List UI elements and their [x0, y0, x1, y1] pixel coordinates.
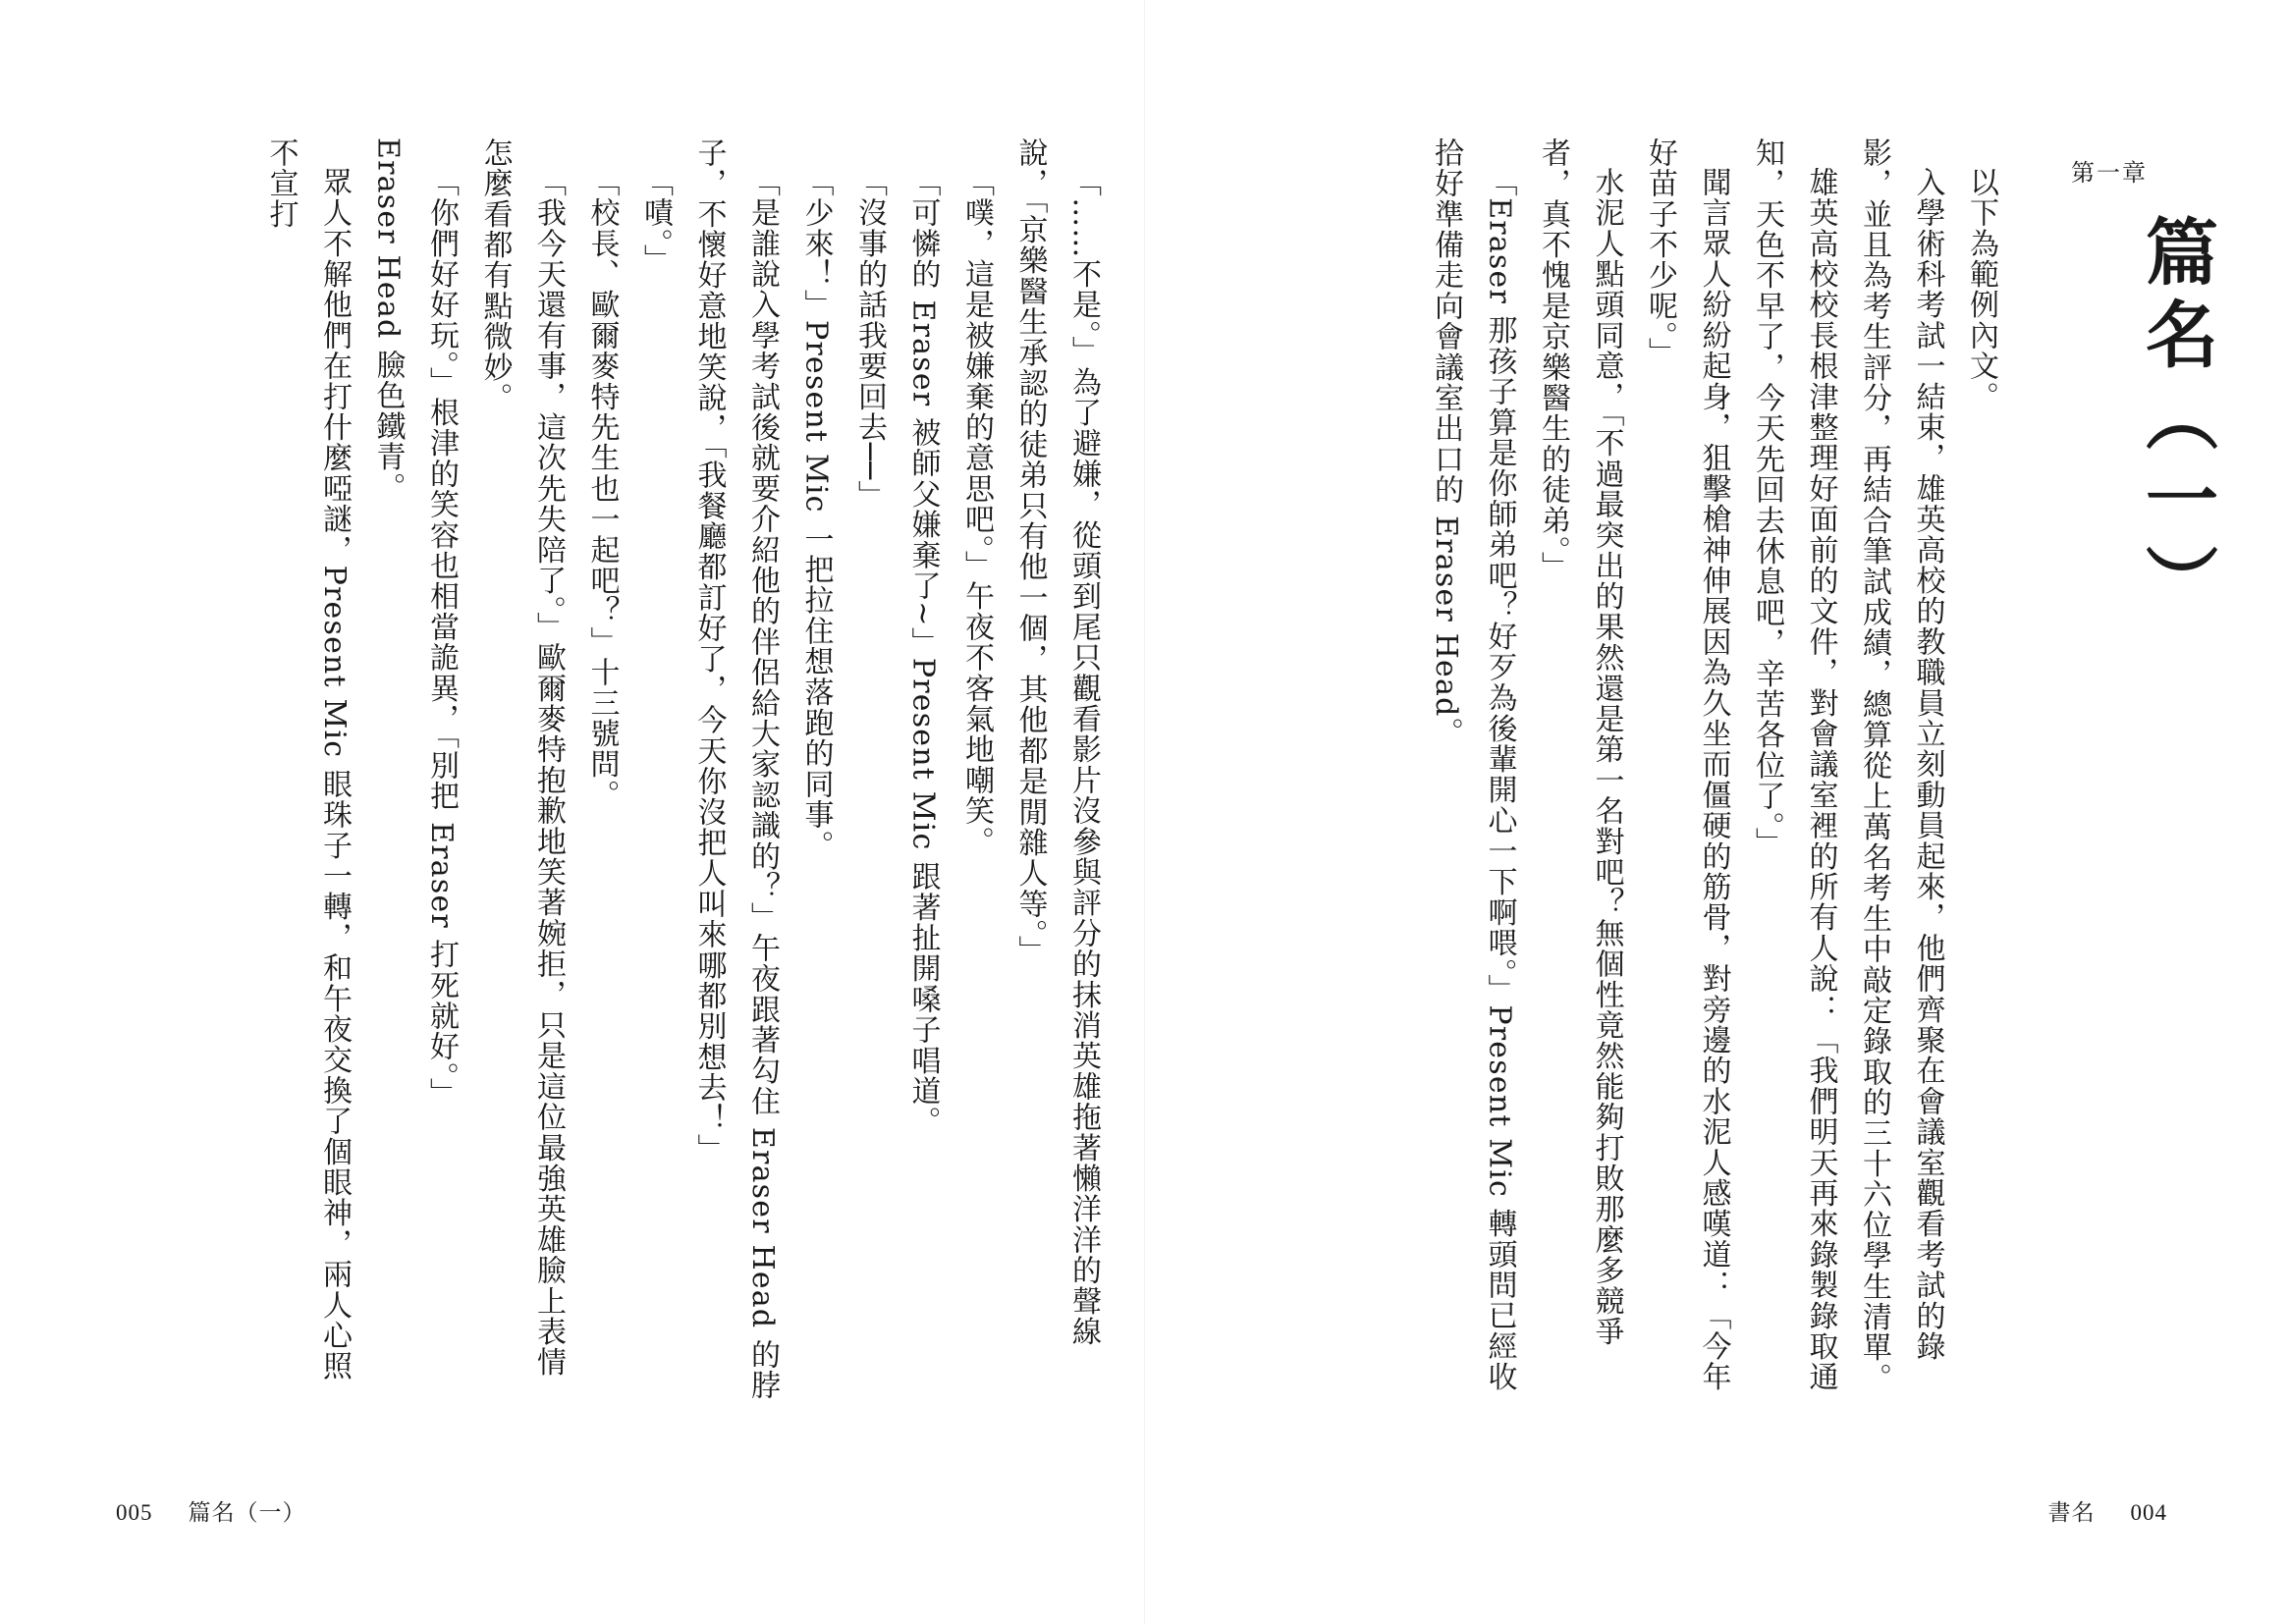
right-page	[1145, 0, 2289, 1624]
chapter-label: 第一章	[2071, 159, 2148, 187]
paragraph: 雄英高校校長根津整理好面前的文件，對會議室裡的所有人說：「我們明天再來錄製錄取通知，天色不早了，今天先回去休息吧，辛苦各位了。」	[1750, 137, 1838, 1392]
paragraph: 「嘖。」	[638, 167, 673, 275]
paragraph: 「可憐的 Eraser 被師父嫌棄了~」Present Mic 跟著扯開嗓子唱道。	[905, 167, 941, 1138]
paragraph: 水泥人點頭同意，「不過最突出的果然還是第一名對吧？無個性竟然能夠打敗那麼多競爭者，真不愧是京樂醫生的徒弟。」	[1536, 137, 1624, 1347]
paragraph: 「你們好好玩。」根津的笑容也相當詭異，「別把 Eraser 打死就好。」	[424, 167, 459, 1109]
left-page	[0, 0, 1144, 1624]
paragraph: 入學術科考試一結束，雄英高校的教職員立刻動員起來，他們齊聚在會議室觀看考試的錄影，並且為考生評分，再結合筆試成績，總算從上萬名考生中敲定錄取的三十六位學生清單。	[1857, 137, 1945, 1394]
paragraph: 「校長、歐爾麥特先生也一起吧？」十三號問。	[584, 167, 620, 811]
paragraph: 「噗，這是被嫌棄的意思吧。」午夜不客氣地嘲笑。	[959, 167, 994, 857]
paragraph: 「Eraser 那孩子算是你師弟吧？好歹為後輩開心一下啊喂。」Present Mic 轉頭問已經收拾好準備走向會議室出口的 Eraser Head。	[1429, 137, 1517, 1392]
paragraph: 「少來！」Present Mic 一把拉住想落跑的同事。	[798, 167, 834, 861]
paragraph: Eraser Head 臉色鐵青。	[370, 137, 406, 504]
paragraph: 「我今天還有事，這次先失陪了。」歐爾麥特抱歉地笑著婉拒，只是這位最強英雄臉上表情怎麼看都有點微妙。	[477, 137, 566, 1378]
page-number: 004	[2130, 1500, 2167, 1525]
paragraph: 眾人不解他們在打什麼啞謎，Present Mic 眼珠子一轉，和午夜交換了個眼神，兩人心照不宣打	[263, 137, 352, 1381]
right-page-body	[1419, 137, 2008, 1404]
page-number: 005	[116, 1500, 153, 1525]
running-header-chapter: 篇名（一）	[188, 1500, 306, 1526]
paragraph: 「是誰說入學考試後就要介紹他的伴侶給大家認識的？」午夜跟著勾住 Eraser Head 的脖子，不懷好意地笑說，「我餐廳都訂好了，今天你沒把人叫來哪都別想去！」	[691, 137, 780, 1401]
paragraph: 「沒事的話我要回去──」	[852, 167, 887, 512]
left-page-body	[253, 137, 1110, 1404]
paragraph: 以下為範例內文。	[1964, 167, 1998, 412]
left-page-footer	[116, 1494, 306, 1527]
paragraph: 聞言眾人紛紛起身，狙擊槍神伸展因為久坐而僵硬的筋骨，對旁邊的水泥人感嘆道：「今年好苗子不少呢。」	[1643, 137, 1731, 1392]
right-page-footer	[2048, 1494, 2168, 1527]
paragraph: 「……不是。」為了避嫌，從頭到尾只觀看影片沒參與評分的抹消英雄拖著懶洋洋的聲線說，「京樂醫生承認的徒弟只有他一個，其他都是閒雜人等。」	[1012, 137, 1101, 1347]
running-header-book-title: 書名	[2047, 1500, 2096, 1526]
chapter-title: 篇名（一）	[2134, 214, 2218, 626]
